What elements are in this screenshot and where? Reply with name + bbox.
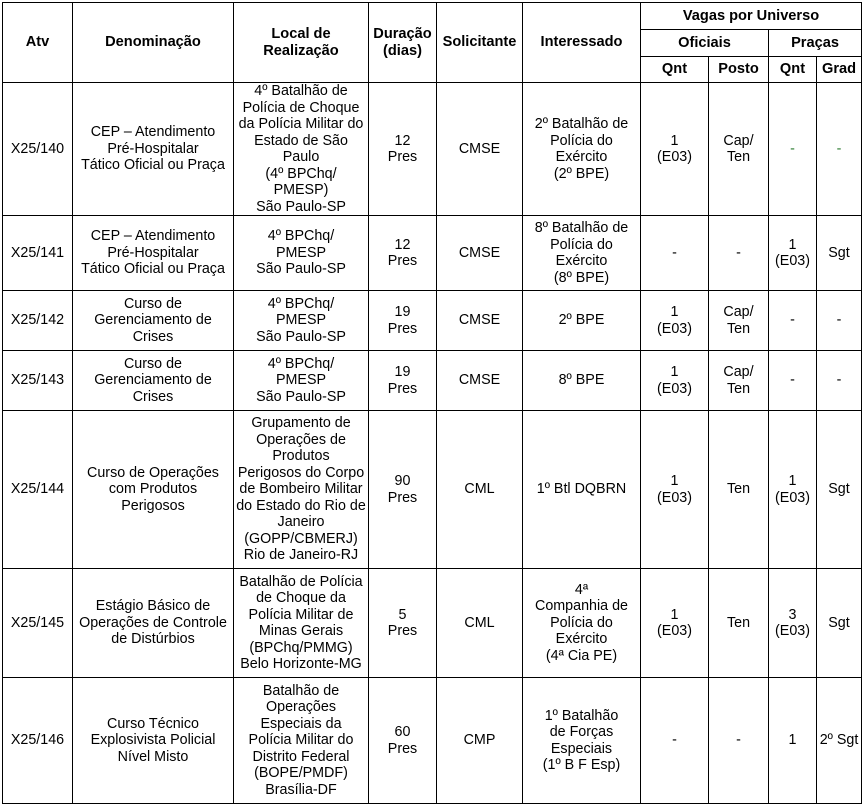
- cell-solicitante: CML: [437, 411, 523, 569]
- cell-solicitante: CMSE: [437, 291, 523, 351]
- cell-solicitante: CMP: [437, 678, 523, 804]
- cell-line: Ten: [726, 149, 751, 165]
- cell-line: (E03): [775, 623, 810, 639]
- cell-line: de Forças: [549, 724, 614, 740]
- cell-denominacao: [73, 351, 234, 411]
- cell-qnt-pr: [769, 291, 817, 351]
- cell-line: Especiais: [550, 740, 613, 757]
- header-local-line: Local de: [271, 26, 331, 42]
- cell-line: 1: [670, 606, 679, 623]
- table-row: [3, 351, 862, 411]
- cell-line: Polícia do: [550, 614, 613, 631]
- cell-posto: [709, 291, 769, 351]
- cell-qnt-of: [641, 216, 709, 291]
- cell-line: 19: [394, 304, 411, 320]
- cell-line: com Produtos: [108, 481, 198, 498]
- cell-qnt-pr: [769, 678, 817, 804]
- cell-interessado: [523, 291, 641, 351]
- cell-line: Cap/: [723, 304, 754, 320]
- cell-line: (BOPE/PMDF): [254, 765, 348, 782]
- cell-qnt-of: [641, 83, 709, 216]
- cell-line: Exército: [555, 253, 608, 269]
- cell-line: Batalhão de Polícia: [239, 573, 363, 590]
- cell-line: Brasília-DF: [265, 781, 337, 798]
- header-duracao-line: Duração: [373, 26, 432, 42]
- cell-line: -: [736, 244, 741, 261]
- cell-line: -: [736, 732, 741, 749]
- header-duracao-line: (dias): [383, 42, 422, 59]
- cell-denominacao: [73, 291, 234, 351]
- header-posto: Posto: [709, 57, 769, 83]
- cell-line: (E03): [657, 489, 692, 506]
- cell-line: Tático Oficial ou Praça: [81, 261, 225, 278]
- header-local-line: Realização: [263, 42, 339, 59]
- cell-denominacao: [73, 569, 234, 678]
- cell-grad: [817, 351, 862, 411]
- cell-line: Polícia do: [550, 236, 613, 253]
- cell-line: Ten: [726, 481, 751, 498]
- cell-line: Pres: [387, 253, 418, 269]
- cell-line: (4ª Cia PE): [545, 647, 618, 664]
- cell-line: (1º B F Esp): [542, 757, 621, 773]
- cell-line: Polícia de Choque: [242, 99, 360, 116]
- cell-line: São Paulo-SP: [256, 261, 346, 278]
- cell-line: (E03): [657, 623, 692, 639]
- cell-line: (E03): [657, 380, 692, 397]
- cell-solicitante: CMSE: [437, 83, 523, 216]
- cell-line: 90: [394, 473, 411, 489]
- cell-line: -: [790, 372, 795, 389]
- activities-table: [2, 2, 862, 804]
- cell-line: 1: [670, 132, 679, 149]
- cell-line: de Choque da: [256, 590, 346, 606]
- cell-line: 1º Btl DQBRN: [536, 481, 627, 498]
- cell-line: -: [672, 244, 677, 261]
- cell-grad: [817, 83, 862, 216]
- cell-line: (GOPP/CBMERJ): [244, 530, 358, 547]
- cell-qnt-pr: [769, 216, 817, 291]
- cell-qnt-pr: [769, 83, 817, 216]
- table-row: [3, 411, 862, 569]
- header-duracao: [369, 3, 437, 83]
- cell-line: Pres: [387, 380, 418, 397]
- cell-grad: [817, 569, 862, 678]
- table-row: [3, 569, 862, 678]
- cell-line: -: [672, 732, 677, 749]
- cell-line: 12: [394, 236, 411, 253]
- cell-duracao: [369, 411, 437, 569]
- cell-atv: X25/142: [3, 291, 73, 351]
- cell-line: Perigosos do Corpo: [237, 464, 365, 481]
- cell-interessado: [523, 83, 641, 216]
- cell-interessado: [523, 569, 641, 678]
- cell-line: (8º BPE): [553, 269, 610, 286]
- cell-solicitante: CMSE: [437, 216, 523, 291]
- cell-line: Polícia Militar do: [248, 732, 354, 749]
- cell-line: Explosivista Policial: [90, 732, 216, 749]
- cell-line: Perigosos: [121, 497, 185, 514]
- header-grad: Grad: [817, 57, 862, 83]
- cell-line: São Paulo-SP: [256, 388, 346, 405]
- header-vagas: Vagas por Universo: [641, 3, 862, 30]
- cell-line: Crises: [132, 328, 174, 345]
- cell-line: 4º Batalhão de: [254, 83, 348, 99]
- cell-posto: [709, 569, 769, 678]
- cell-atv: X25/144: [3, 411, 73, 569]
- table-row: [3, 83, 862, 216]
- cell-line: Produtos: [272, 448, 330, 465]
- cell-line: 1: [788, 236, 797, 253]
- table-row: [3, 216, 862, 291]
- cell-line: 3: [788, 606, 797, 623]
- cell-line: 8º Batalhão de: [534, 220, 629, 236]
- cell-line: PMESP): [273, 182, 329, 198]
- cell-line: Sgt: [828, 481, 850, 498]
- cell-line: Pres: [387, 623, 418, 639]
- header-qnt-pracas: Qnt: [769, 57, 817, 83]
- cell-line: Cap/: [723, 132, 754, 149]
- cell-line: Grupamento de: [251, 415, 351, 432]
- cell-line: PMESP: [275, 312, 327, 329]
- cell-qnt-of: [641, 291, 709, 351]
- cell-solicitante: CML: [437, 569, 523, 678]
- cell-local: [234, 411, 369, 569]
- cell-line: (E03): [775, 253, 810, 269]
- cell-line: de Distúrbios: [111, 631, 195, 648]
- cell-line: Exército: [555, 149, 608, 165]
- cell-atv: X25/143: [3, 351, 73, 411]
- cell-local: [234, 216, 369, 291]
- cell-line: Crises: [132, 388, 174, 405]
- cell-line: 12: [394, 132, 411, 149]
- cell-line: Distrito Federal: [252, 748, 350, 765]
- cell-line: Janeiro: [277, 514, 325, 531]
- cell-line: Operações: [266, 699, 336, 716]
- cell-line: Pré-Hospitalar: [107, 140, 199, 157]
- cell-line: do Estado do Rio de: [236, 497, 366, 514]
- cell-line: Curso de Operações: [87, 464, 219, 481]
- cell-line: 4º BPChq/: [267, 228, 335, 245]
- cell-line: 4º BPChq/: [267, 295, 335, 312]
- cell-local: [234, 291, 369, 351]
- cell-posto: [709, 351, 769, 411]
- cell-interessado: [523, 411, 641, 569]
- cell-line: Curso Técnico: [107, 715, 199, 732]
- cell-line: (BPChq/PMMG): [249, 639, 353, 656]
- table-body: [3, 83, 862, 804]
- cell-grad: [817, 291, 862, 351]
- cell-line: Estado de São Paulo: [254, 132, 348, 165]
- cell-grad: [817, 411, 862, 569]
- cell-grad: [817, 678, 862, 804]
- cell-line: de Bombeiro Militar: [239, 481, 363, 498]
- cell-line: Pres: [387, 149, 418, 165]
- cell-duracao: [369, 351, 437, 411]
- cell-line: 1: [670, 473, 679, 489]
- cell-line: Minas Gerais: [258, 623, 344, 639]
- cell-line: São Paulo-SP: [256, 198, 346, 215]
- cell-line: Belo Horizonte-MG: [240, 656, 362, 672]
- cell-duracao: [369, 291, 437, 351]
- cell-atv: X25/145: [3, 569, 73, 678]
- cell-atv: X25/140: [3, 83, 73, 216]
- cell-line: 8º BPE: [558, 372, 605, 389]
- cell-line: Ten: [726, 614, 751, 631]
- cell-line: 4ª: [574, 581, 589, 598]
- header-solicitante: Solicitante: [437, 3, 523, 83]
- cell-denominacao: [73, 216, 234, 291]
- cell-line: 1: [788, 732, 797, 749]
- cell-line: Pres: [387, 489, 418, 506]
- cell-line: Tático Oficial ou Praça: [81, 157, 225, 174]
- table-row: [3, 291, 862, 351]
- cell-line: Ten: [726, 380, 751, 397]
- cell-line: Exército: [555, 631, 608, 648]
- cell-line: 1: [788, 473, 797, 489]
- cell-local: [234, 351, 369, 411]
- table-row: [3, 678, 862, 804]
- cell-solicitante: CMSE: [437, 351, 523, 411]
- cell-posto: [709, 83, 769, 216]
- cell-line: 1: [670, 304, 679, 320]
- cell-line: Sgt: [828, 244, 850, 261]
- cell-line: Companhia de: [535, 598, 628, 615]
- cell-line: Estágio Básico de: [95, 598, 211, 615]
- header-qnt-oficiais: Qnt: [641, 57, 709, 83]
- cell-duracao: [369, 678, 437, 804]
- cell-line: 5: [398, 606, 407, 623]
- header-denominacao: Denominação: [73, 3, 234, 83]
- cell-grad: [817, 216, 862, 291]
- cell-line: Ten: [726, 320, 751, 337]
- cell-line: PMESP: [275, 244, 327, 261]
- cell-posto: [709, 678, 769, 804]
- cell-duracao: [369, 569, 437, 678]
- cell-line: Gerenciamento de: [94, 372, 212, 389]
- cell-interessado: [523, 678, 641, 804]
- cell-line: (E03): [657, 320, 692, 337]
- cell-line: 60: [394, 724, 411, 740]
- cell-denominacao: [73, 678, 234, 804]
- cell-line: Pres: [387, 320, 418, 337]
- cell-line: CEP – Atendimento: [90, 124, 216, 141]
- cell-line: Nível Misto: [117, 748, 189, 765]
- cell-qnt-of: [641, 411, 709, 569]
- header-pracas: Praças: [769, 30, 862, 57]
- cell-duracao: [369, 216, 437, 291]
- cell-line: Curso de: [123, 295, 182, 312]
- cell-qnt-pr: [769, 411, 817, 569]
- cell-line: (E03): [657, 149, 692, 165]
- cell-line: Operações de: [256, 431, 346, 448]
- cell-line: -: [836, 312, 842, 329]
- cell-line: (4º BPChq/: [265, 165, 337, 182]
- cell-line: Rio de Janeiro-RJ: [243, 547, 359, 564]
- cell-line: (E03): [775, 489, 810, 506]
- cell-line: (2º BPE): [553, 165, 610, 182]
- cell-line: 4º BPChq/: [267, 355, 335, 372]
- cell-posto: [709, 216, 769, 291]
- header-local: [234, 3, 369, 83]
- cell-line: Operações de Controle: [79, 614, 227, 631]
- header-oficiais: Oficiais: [641, 30, 769, 57]
- cell-line: 19: [394, 364, 411, 380]
- cell-interessado: [523, 216, 641, 291]
- header-interessado: Interessado: [523, 3, 641, 83]
- cell-atv: X25/141: [3, 216, 73, 291]
- cell-qnt-pr: [769, 351, 817, 411]
- cell-line: Curso de: [123, 355, 182, 372]
- cell-line: 2º Sgt: [819, 732, 859, 749]
- cell-line: Polícia Militar de: [248, 606, 354, 623]
- cell-qnt-of: [641, 569, 709, 678]
- cell-line: -: [790, 140, 795, 157]
- cell-qnt-pr: [769, 569, 817, 678]
- cell-line: CEP – Atendimento: [90, 228, 216, 245]
- cell-local: [234, 569, 369, 678]
- cell-denominacao: [73, 411, 234, 569]
- cell-interessado: [523, 351, 641, 411]
- cell-duracao: [369, 83, 437, 216]
- cell-line: Cap/: [723, 364, 754, 380]
- cell-line: 1º Batalhão: [544, 707, 619, 724]
- cell-posto: [709, 411, 769, 569]
- header-atv: Atv: [3, 3, 73, 83]
- cell-qnt-of: [641, 351, 709, 411]
- cell-line: 1: [670, 364, 679, 380]
- cell-line: da Polícia Militar do: [238, 116, 364, 132]
- cell-line: Pres: [387, 740, 418, 757]
- cell-line: Polícia do: [550, 132, 613, 149]
- cell-line: Pré-Hospitalar: [107, 244, 199, 261]
- cell-local: [234, 83, 369, 216]
- cell-line: -: [836, 372, 842, 389]
- cell-local: [234, 678, 369, 804]
- cell-line: São Paulo-SP: [256, 328, 346, 345]
- cell-line: Especiais da: [260, 715, 342, 732]
- cell-line: PMESP: [275, 372, 327, 389]
- cell-denominacao: [73, 83, 234, 216]
- cell-line: 2º BPE: [558, 312, 605, 329]
- cell-atv: X25/146: [3, 678, 73, 804]
- cell-line: -: [790, 312, 795, 329]
- cell-line: 2º Batalhão de: [534, 116, 629, 132]
- cell-line: Batalhão de: [262, 682, 340, 699]
- cell-line: Sgt: [828, 614, 850, 631]
- cell-qnt-of: [641, 678, 709, 804]
- cell-line: -: [836, 140, 842, 157]
- cell-line: Gerenciamento de: [94, 312, 212, 329]
